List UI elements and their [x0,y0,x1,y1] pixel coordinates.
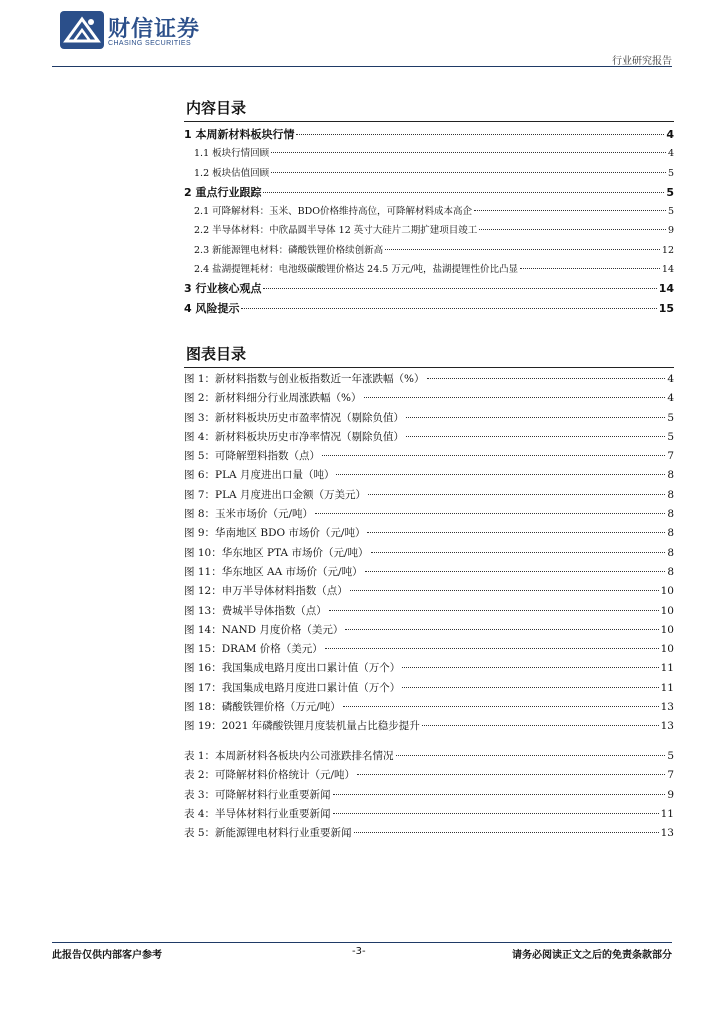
dot-leader [263,192,664,193]
table-entry-label: 表 4：半导体材料行业重要新闻 [184,807,331,820]
figure-entry-page: 4 [667,392,674,405]
figure-entry-label: 图 14：NAND 月度价格（美元） [184,623,344,636]
header-divider [52,66,672,67]
toc-entry-page: 12 [661,244,674,256]
dot-leader [271,172,666,173]
toc-entry-page: 5 [667,206,674,218]
figure-entry-label: 图 15：DRAM 价格（美元） [184,643,323,656]
figure-entry-page: 10 [660,643,674,656]
table-entry[interactable] [184,825,674,844]
toc-entry-label: 2.1 可降解材料：玉米、BDO价格维持高位，可降解材料成本高企 [194,206,473,218]
footer-divider [52,942,672,943]
dot-leader [322,455,665,456]
dot-leader [406,417,665,418]
figure-entry-page: 8 [667,488,674,501]
dot-leader [365,571,666,572]
dot-leader [371,552,666,553]
dot-leader [368,494,665,495]
figure-entry[interactable] [184,506,674,525]
toc-entry-label: 2.2 半导体材料：中欣晶圆半导体 12 英寸大硅片二期扩建项目竣工 [194,225,478,237]
figure-entry[interactable] [184,564,674,583]
figure-entry-label: 图 16：我国集成电路月度出口累计值（万个） [184,662,401,675]
figure-entry-label: 图 7：PLA 月度进出口金额（万美元） [184,488,366,501]
footer-disclaimer-left: 此报告仅供内部客户参考 [52,950,162,961]
table-entry[interactable] [184,767,674,786]
figure-entry[interactable] [184,429,674,448]
figure-entry-label: 图 5：可降解塑料指数（点） [184,450,321,463]
table-entry-page: 9 [667,788,674,801]
figure-entry-page: 8 [667,469,674,482]
dot-leader [333,794,666,795]
figure-entry-page: 10 [660,623,674,636]
page-header [0,0,724,70]
toc-entry-label: 2.4 盐湖提锂耗材：电池级碳酸锂价格达 24.5 万元/吨，盐湖提锂性价比凸显 [194,264,519,276]
toc-entry-label: 2.3 新能源锂电材料：磷酸铁锂价格续创新高 [194,244,384,256]
figure-entry[interactable] [184,680,674,699]
figure-entry-label: 图 2：新材料细分行业周涨跌幅（%） [184,392,362,405]
dot-leader [427,378,666,379]
toc-entry[interactable] [184,126,674,145]
figure-entry[interactable] [184,660,674,679]
chasing-securities-logo-icon [60,11,104,49]
toc-entry-label: 1.2 板块估值回顾 [194,167,270,179]
figure-entry-label: 图 10：华东地区 PTA 市场价（元/吨） [184,546,369,559]
figure-entry-label: 图 12：申万半导体材料指数（点） [184,585,348,598]
figure-entry-page: 10 [660,585,674,598]
dot-leader [406,436,665,437]
figure-entry[interactable] [184,525,674,544]
dot-leader [357,774,665,775]
figure-entry[interactable] [184,487,674,506]
dot-leader [343,706,659,707]
figure-entry-label: 图 1：新材料指数与创业板指数近一年涨跌幅（%） [184,373,425,385]
figure-entry-label: 图 11：华东地区 AA 市场价（元/吨） [184,565,363,578]
figure-entry[interactable] [184,545,674,564]
figure-entry[interactable] [184,603,674,622]
dot-leader [422,725,659,726]
toc-entry-label: 1 本周新材料板块行情 [184,128,295,141]
dot-leader [336,474,665,475]
table-entry-page: 13 [660,827,674,840]
dot-leader [350,590,659,591]
figure-entry[interactable] [184,699,674,718]
logo-english-name: CHASING SECURITIES [108,40,192,47]
toc-entry-page: 15 [658,301,674,315]
table-entry[interactable] [184,806,674,825]
table-entry-label: 表 2：可降解材料价格统计（元/吨） [184,769,356,782]
figure-entry-page: 13 [660,701,674,714]
toc-entry-label: 1.1 板块行情回顾 [194,148,270,160]
figures-list [184,371,674,738]
toc-entry[interactable] [184,261,674,280]
toc-title: 内容目录 [186,99,247,117]
toc-entry[interactable] [184,222,674,241]
toc-entry-page: 14 [661,264,674,276]
figure-entry[interactable] [184,390,674,409]
table-entry-label: 表 5：新能源锂电材料行业重要新闻 [184,827,352,840]
figure-entry[interactable] [184,371,674,390]
figure-entry-label: 图 17：我国集成电路月度进口累计值（万个） [184,681,401,694]
toc-entry[interactable] [184,184,674,203]
toc-entry[interactable] [184,300,674,319]
toc-entry-page: 4 [666,128,674,141]
table-entry-page: 11 [660,807,674,820]
figure-entry-label: 图 19：2021 年磷酸铁锂月度装机量占比稳步提升 [184,720,420,733]
dot-leader [367,532,665,533]
figures-title-rule [184,367,674,368]
figure-entry[interactable] [184,583,674,602]
figure-entry-page: 11 [660,681,674,694]
dot-leader [315,513,665,514]
table-entry-label: 表 3：可降解材料行业重要新闻 [184,788,331,801]
table-entry-label: 表 1：本周新材料各板块内公司涨跌排名情况 [184,750,394,762]
figure-entry-page: 13 [660,720,674,733]
table-entry[interactable] [184,748,674,767]
figure-entry[interactable] [184,467,674,486]
dot-leader [329,610,659,611]
footer-disclaimer-right: 请务必阅读正文之后的免责条款部分 [512,950,672,961]
dot-leader [333,813,659,814]
toc-entry[interactable] [184,165,674,184]
dot-leader [354,832,659,833]
dot-leader [271,152,666,153]
figure-entry-page: 7 [667,450,674,463]
toc-entry[interactable] [184,203,674,222]
contents-list [184,126,674,319]
table-entry-page: 7 [667,769,674,782]
figure-entry[interactable] [184,410,674,429]
dot-leader [263,288,656,289]
figure-entry-page: 5 [667,411,674,424]
toc-entry-page: 9 [667,225,674,237]
figure-entry-page: 11 [660,662,674,675]
table-entry[interactable] [184,787,674,806]
table-entry-page: 5 [667,750,674,762]
page-number: -3- [352,946,366,957]
report-type-label: 行业研究报告 [612,56,672,67]
figure-entry-page: 8 [667,508,674,521]
dot-leader [520,268,660,269]
figure-entry-page: 8 [667,565,674,578]
figure-entry[interactable] [184,718,674,737]
figure-entry-label: 图 6：PLA 月度进出口量（吨） [184,469,335,482]
toc-entry[interactable] [184,145,674,164]
figure-entry-page: 10 [660,604,674,617]
figure-entry-page: 8 [667,546,674,559]
toc-entry-page: 5 [667,167,674,179]
dot-leader [479,229,666,230]
dot-leader [474,210,666,211]
dot-leader [396,755,666,756]
figure-entry-page: 4 [667,373,674,385]
toc-title-rule [184,121,674,122]
figure-entry-page: 5 [667,430,674,443]
figure-entry-label: 图 18：磷酸铁锂价格（万元/吨） [184,701,341,714]
toc-entry-label: 3 行业核心观点 [184,282,262,296]
toc-entry-page: 14 [658,282,674,296]
figure-entry[interactable] [184,622,674,641]
dot-leader [402,667,658,668]
dot-leader [345,629,658,630]
figure-entry-label: 图 3：新材料板块历史市盈率情况（剔除负值） [184,411,405,424]
figure-entry-label: 图 13：费城半导体指数（点） [184,604,327,617]
figure-entry[interactable] [184,448,674,467]
dot-leader [385,249,660,250]
dot-leader [364,397,666,398]
figure-entry-label: 图 9：华南地区 BDO 市场价（元/吨） [184,527,366,540]
toc-entry[interactable] [184,280,674,299]
toc-entry-label: 4 风险提示 [184,301,240,315]
dot-leader [296,134,664,135]
toc-entry-page: 5 [666,185,674,199]
logo-chinese-name: 财信证券 [108,17,201,42]
toc-entry[interactable] [184,242,674,261]
tables-list [184,748,674,844]
dot-leader [241,308,656,309]
dot-leader [402,687,658,688]
figure-entry-label: 图 8：玉米市场价（元/吨） [184,508,314,521]
figure-entry-page: 8 [667,527,674,540]
figure-entry[interactable] [184,641,674,660]
figure-entry-label: 图 4：新材料板块历史市净率情况（剔除负值） [184,430,405,443]
toc-entry-page: 4 [667,148,674,160]
figures-title: 图表目录 [186,345,247,363]
dot-leader [325,648,659,649]
toc-entry-label: 2 重点行业跟踪 [184,185,262,199]
